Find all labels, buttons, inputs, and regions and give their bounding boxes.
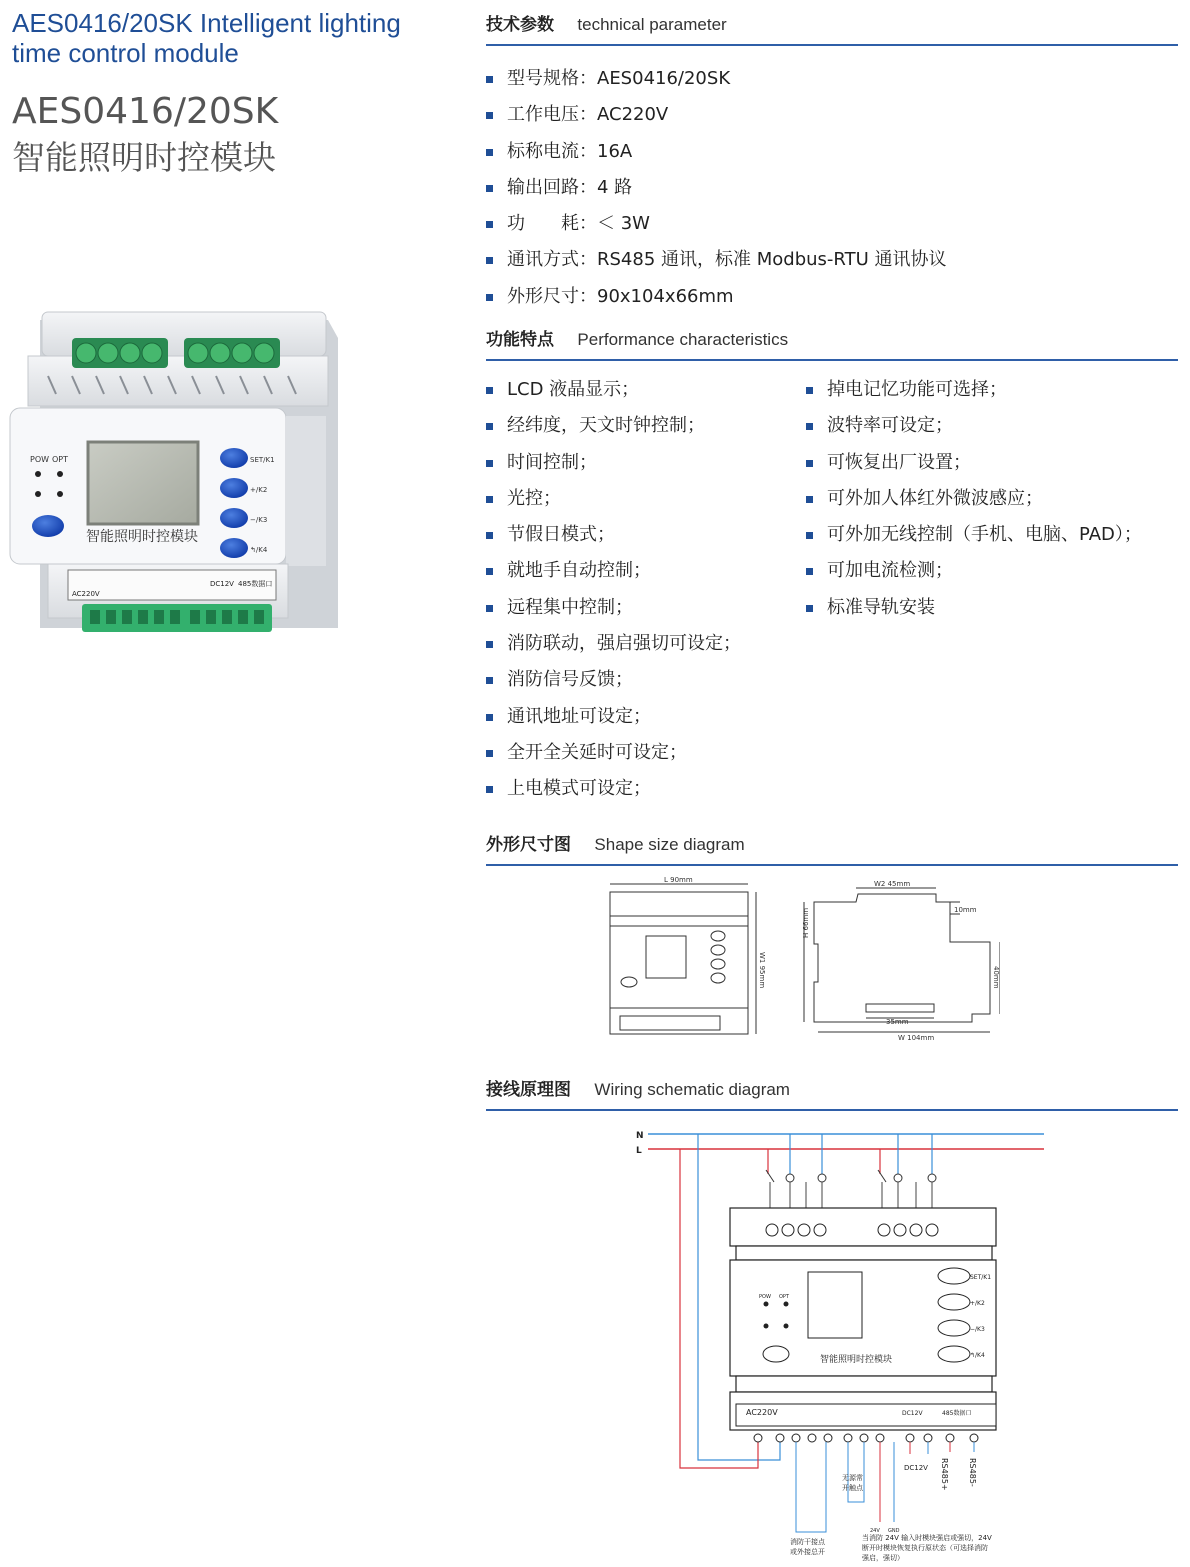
- list-item: LCD 液晶显示；: [486, 372, 741, 408]
- dc12v-input-label: DC12V: [904, 1464, 928, 1472]
- btn4-label: ↰/K4: [250, 546, 268, 554]
- list-item: 可外加无线控制（手机、电脑、PAD）；: [806, 517, 1142, 553]
- opt-label: OPT: [52, 455, 69, 464]
- perf-heading-en: Performance characteristics: [577, 330, 789, 349]
- wiring-btn1: SET/K1: [970, 1274, 992, 1281]
- perf-list-right: [806, 372, 1142, 626]
- shape-heading: [486, 830, 1178, 866]
- wiring-dc12v: DC12V: [902, 1410, 923, 1417]
- dim-35mm: 35mm: [886, 1018, 909, 1026]
- tech-heading: [486, 10, 1178, 46]
- list-item: 外形尺寸：90x104x66mm: [486, 279, 947, 315]
- dry-contact-label-2: 开触点: [842, 1484, 863, 1492]
- fire-note-1: 当消防 24V 输入时模块强启或强切，24V: [862, 1534, 992, 1542]
- tech-list: [486, 61, 947, 315]
- english-title: AES0416/20SK Intelligent lighting time control module: [12, 8, 401, 68]
- btn3-label: −/K3: [250, 516, 268, 524]
- ac220v-label: AC220V: [72, 590, 100, 598]
- wiring-diagram: [620, 1122, 1060, 1562]
- wiring-btn2: +/K2: [970, 1300, 985, 1307]
- list-item: 上电模式可设定；: [486, 771, 741, 807]
- fire-dry-label-1: 消防干接点: [790, 1538, 825, 1546]
- panel-label: 智能照明时控模块: [86, 529, 198, 545]
- list-item: 全开全关延时可设定；: [486, 735, 741, 771]
- wiring-btn3: −/K3: [970, 1326, 985, 1333]
- n-line-label: N: [636, 1131, 644, 1141]
- list-item: 远程集中控制；: [486, 590, 741, 626]
- wiring-heading-cn: 接线原理图: [486, 1080, 571, 1100]
- list-item: 型号规格：AES0416/20SK: [486, 61, 947, 97]
- gnd-label: GND: [888, 1528, 900, 1534]
- wiring-heading: [486, 1075, 1178, 1111]
- wiring-ac220v: AC220V: [746, 1408, 778, 1417]
- dim-w: W 104mm: [898, 1034, 935, 1042]
- wiring-rs485: 485数据口: [942, 1410, 972, 1417]
- chinese-title: 智能照明时控模块: [12, 138, 276, 177]
- dim-h: H 66mm: [802, 907, 810, 938]
- dim-w1: W1 95mm: [758, 952, 766, 989]
- list-item: 可加电流检测；: [806, 553, 1142, 589]
- fire-note-3: 强启，强切）: [862, 1554, 904, 1562]
- fire-note-2: 断开时模块恢复执行原状态（可选择消防: [862, 1544, 988, 1552]
- tech-heading-cn: 技术参数: [486, 15, 554, 35]
- dc12v-label: DC12V: [210, 580, 234, 588]
- wiring-opt-label: OPT: [779, 1294, 790, 1300]
- list-item: 经纬度，天文时钟控制；: [486, 408, 741, 444]
- list-item: 可恢复出厂设置；: [806, 445, 1142, 481]
- model-title: AES0416/20SK: [12, 91, 279, 132]
- list-item: 通讯方式：RS485 通讯，标准 Modbus-RTU 通讯协议: [486, 242, 947, 278]
- list-item: 时间控制；: [486, 445, 741, 481]
- wiring-btn4: ↰/K4: [970, 1352, 985, 1359]
- list-item: 消防联动，强启强切可设定；: [486, 626, 741, 662]
- list-item: 波特率可设定；: [806, 408, 1142, 444]
- product-photo: [8, 298, 348, 658]
- dim-40mm: 40mm: [992, 966, 1000, 989]
- list-item: 光控；: [486, 481, 741, 517]
- btn1-label: SET/K1: [250, 456, 275, 464]
- dim-w2: W2 45mm: [874, 880, 911, 888]
- dim-10mm: 10mm: [954, 906, 977, 914]
- list-item: 节假日模式；: [486, 517, 741, 553]
- rs485-plus-label: RS485+: [940, 1458, 949, 1491]
- list-item: 可外加人体红外微波感应；: [806, 481, 1142, 517]
- pow-label: POW: [30, 455, 50, 464]
- list-item: 标准导轨安装: [806, 590, 1142, 626]
- wiring-pow-label: POW: [759, 1294, 771, 1300]
- shape-heading-en: Shape size diagram: [594, 835, 745, 854]
- rs485-label: 485数据口: [238, 580, 273, 588]
- v24-label: 24V: [870, 1528, 880, 1534]
- list-item: 功 耗：＜ 3W: [486, 206, 947, 242]
- dry-contact-label-1: 无源常: [842, 1474, 863, 1482]
- list-item: 工作电压：AC220V: [486, 97, 947, 133]
- wiring-panel-label: 智能照明时控模块: [820, 1355, 893, 1365]
- list-item: 通讯地址可设定；: [486, 699, 741, 735]
- list-item: 掉电记忆功能可选择；: [806, 372, 1142, 408]
- shape-size-diagram: [600, 872, 1000, 1052]
- perf-heading: [486, 325, 1178, 361]
- tech-heading-en: technical parameter: [577, 15, 727, 34]
- l-line-label: L: [636, 1146, 642, 1156]
- list-item: 就地手自动控制；: [486, 553, 741, 589]
- rs485-minus-label: RS485-: [968, 1458, 977, 1487]
- perf-list-left: [486, 372, 741, 808]
- shape-heading-cn: 外形尺寸图: [486, 835, 571, 855]
- btn2-label: +/K2: [250, 486, 268, 494]
- fire-dry-label-2: 或外接总开: [790, 1548, 825, 1556]
- list-item: 输出回路：4 路: [486, 170, 947, 206]
- wiring-heading-en: Wiring schematic diagram: [594, 1080, 790, 1099]
- dim-l: L 90mm: [664, 876, 693, 884]
- list-item: 消防信号反馈；: [486, 662, 741, 698]
- list-item: 标称电流：16A: [486, 134, 947, 170]
- perf-heading-cn: 功能特点: [486, 330, 554, 350]
